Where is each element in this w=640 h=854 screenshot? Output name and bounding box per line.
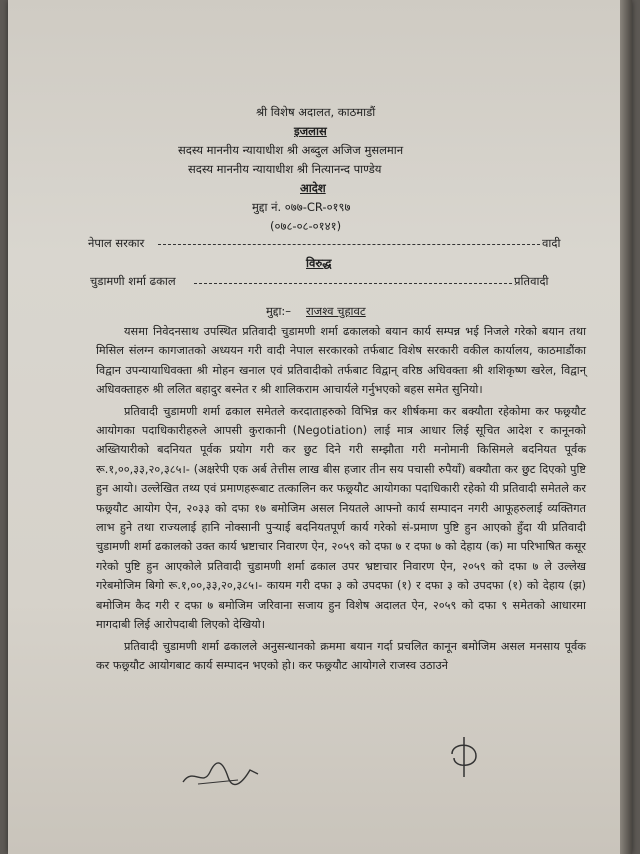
order-body	[96, 322, 586, 675]
page-edge-shadow	[620, 0, 632, 854]
versus-heading: विरुद्ध	[306, 256, 332, 270]
case-sub-number: (०७८-०८-०१४१)	[270, 219, 342, 233]
defendant-name: चुडामणी शर्मा ढकाल	[90, 274, 176, 288]
plaintiff-name: नेपाल सरकार	[88, 236, 145, 250]
defendant-dash-line	[194, 283, 512, 284]
subject-value: राजश्व चुहावट	[306, 304, 366, 318]
judge-line-1: सदस्य माननीय न्यायाधीश श्री अब्दुल अजिज मुसलमान	[178, 143, 404, 157]
order-heading: आदेश	[300, 181, 326, 195]
ijlas-heading: इजलास	[294, 124, 327, 138]
paragraph-3: प्रतिवादी चुडामणी शर्मा ढकालले अनुसन्धानको क्रममा बयान गर्दा प्रचलित कानून बमोजिम असल मनसाय पूर्वक कर फछ्र्यौट आयोगबाट कार्य सम्पादन भएको हो। कर फछ्र्यौट आयोगले राजस्व उठाउने	[96, 639, 586, 672]
paragraph-1: यसमा निवेदनसाथ उपस्थित प्रतिवादी चुडामणी शर्मा ढकालको बयान कार्य सम्पन्न भई निजले गरेको बयान तथा मिसिल संलग्न कागजातको अध्ययन गरी वादी नेपाल सरकारको तर्फबाट विशेष सरकारी वकील कार्यालय, काठमाडौंका विद्वान उपन्यायाधिवक्ता श्री मोहन खनाल एवं प्रतिवादीको तर्फबाट विद्वान् वरिष्ठ अधिवक्ता श्री शशिकृष्ण खरेल, विद्वान् अधिवक्ताहरु श्री ललित बहादुर बस्नेत र श्री शालिकराम आचार्यले गर्नुभएको बहस समेत सुनियो।	[96, 325, 586, 397]
case-number: मुद्दा नं. ०७७-CR-०१९७	[252, 200, 351, 214]
judge-line-2: सदस्य माननीय न्यायाधीश श्री नित्यानन्द पाण्डेय	[188, 162, 382, 176]
defendant-role: प्रतिवादी	[514, 274, 549, 288]
signature-right	[444, 732, 484, 782]
document-page	[8, 0, 632, 854]
signature-left	[178, 752, 268, 792]
plaintiff-dash-line	[158, 244, 540, 245]
plaintiff-role: वादी	[542, 236, 561, 250]
court-name: श्री विशेष अदालत, काठमाडौं	[256, 105, 376, 119]
paragraph-2: प्रतिवादी चुडामणी शर्मा ढकाल समेतले करदाताहरुको विभिन्न कर शीर्षकमा कर बक्यौता रहेकोमा कर फछ्र्यौट आयोगका पदाधिकारीहरुले आपसी कुराकानी (Negotiation) लाई मात्र आधार लिई सूचित आदेश र कानूनको अख्तियारीको बदनियत पूर्वक प्रयोग गरी कर छुट दिने गरी सम्झौता गरी मनोमानी किसिमले बदनियत पूर्वक रू.१,००,३३,२०,३८५।- (अक्षरेपी एक अर्ब तेत्तीस लाख बीस हजार तीन सय पचासी रुपैयाँ) बक्यौता कर छुट दिएको पुष्टि हुन आयो। उल्लेखित तथ्य एवं प्रमाणहरूबाट तत्कालिन कर फछ्र्यौट आयोगका पदाधिकारी रहेको यी प्रतिवादी समेतले कर फछ्र्यौट आयोग ऐन, २०३३ को दफा १७ बमोजिम असल नियतले आफ्नो कार्य सम्पादन नगरी आफूहरुलाई व्यक्तिगत लाभ हुने तथा राज्यलाई हानि नोक्सानी पुऱ्याई बदनियतपूर्ण कार्य गरेको सं-प्रमाण पुष्टि हुन आएको हुँदा यी प्रतिवादी चुडामणी शर्मा ढकालको उक्त कार्य भ्रष्टाचार निवारण ऐन, २०५९ को दफा ७ र दफा ७ को देहाय (क) मा परिभाषित कसूर गरेको पुष्टि हुन आएकोले प्रतिवादी चुडामणी शर्मा ढकाल उपर भ्रष्टाचार निवारण ऐन, २०५९ को दफा ७ ले उल्लेख गरेबमोजिम बिगो रू.१,००,३३,२०,३८५।- कायम गरी दफा ३ को उपदफा (१) र दफा ३ को उपदफा (१) को देहाय (झ) बमोजिम कैद गरी र दफा ७ बमोजिम जरिवाना सजाय हुन विशेष अदालत ऐन, २०५९ को दफा ९ समेतको आधारमा मागदाबी लिई आरोपदाबी लिएको देखियो।	[96, 404, 586, 632]
subject-label: मुद्दा:–	[266, 304, 292, 318]
